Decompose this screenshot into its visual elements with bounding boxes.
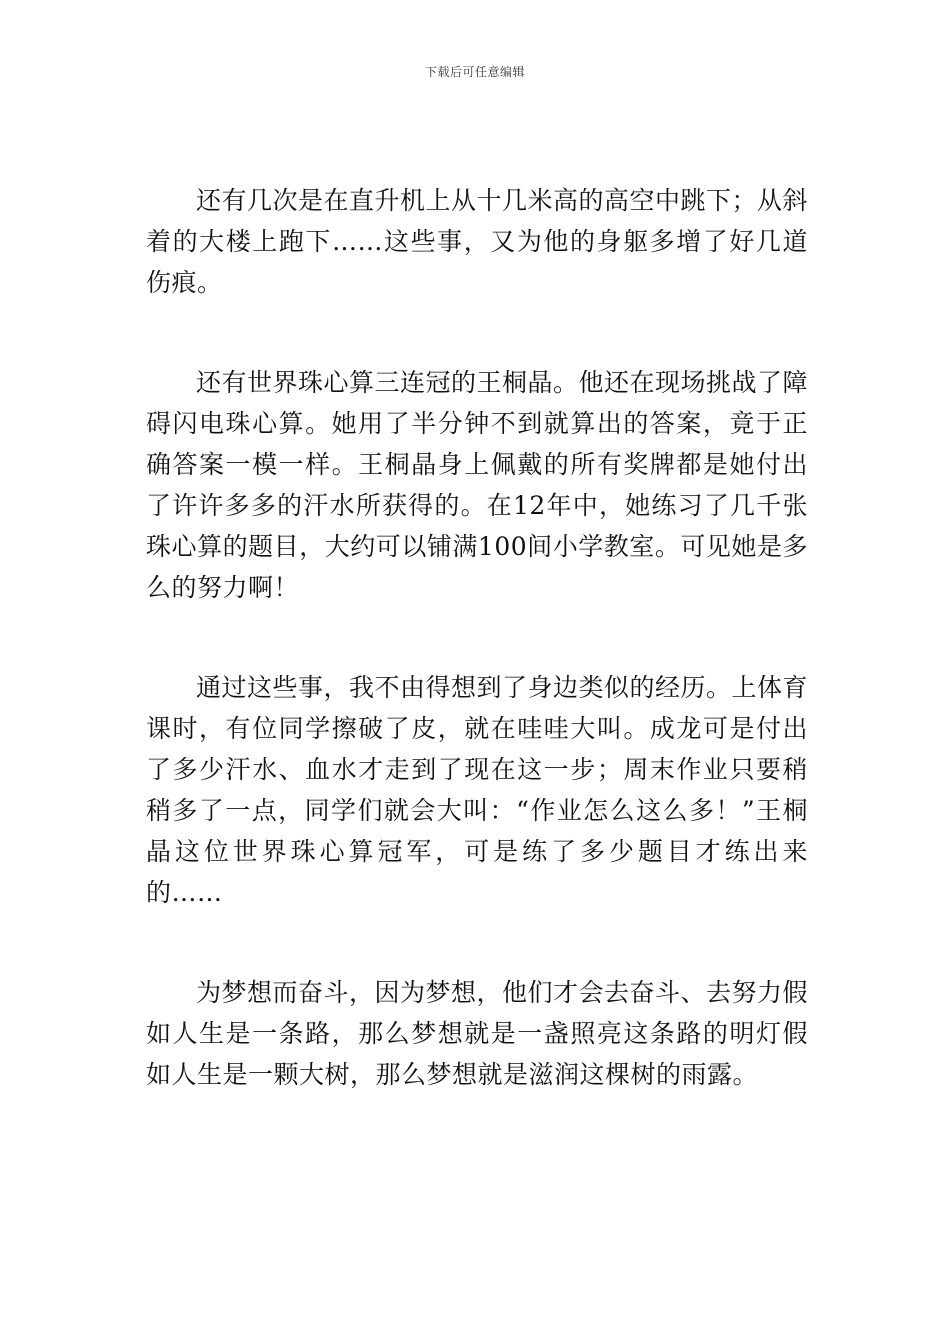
paragraph-4: 为梦想而奋斗，因为梦想，他们才会去奋斗、去努力假如人生是一条路，那么梦想就是一盏照亮这条路的明灯假如人生是一颗大树，那么梦想就是滋润这棵树的雨露。 [146, 978, 809, 1089]
paragraph-3: 通过这些事，我不由得想到了身边类似的经历。上体育课时，有位同学擦破了皮，就在哇哇大叫。成龙可是付出了多少汗水、血水才走到了现在这一步；周末作业只要稍稍多了一点，同学们就会大叫：“作业怎么这么多！”王桐晶这位世界珠心算冠军，可是练了多少题目才练出来的…… [146, 673, 809, 907]
page-header: 下载后可任意编辑 [424, 65, 525, 79]
paragraph-1: 还有几次是在直升机上从十几米高的高空中跳下；从斜着的大楼上跑下……这些事，又为他的身躯多增了好几道伤痕。 [146, 186, 809, 297]
paragraph-2: 还有世界珠心算三连冠的王桐晶。他还在现场挑战了障碍闪电珠心算。她用了半分钟不到就算出的答案，竟于正确答案一模一样。王桐晶身上佩戴的所有奖牌都是她付出了许许多多的汗水所获得的。在12年中，她练习了几千张珠心算的题目，大约可以铺满100间小学教室。可见她是多么的努力啊！ [146, 368, 809, 602]
document-body [146, 180, 808, 1095]
